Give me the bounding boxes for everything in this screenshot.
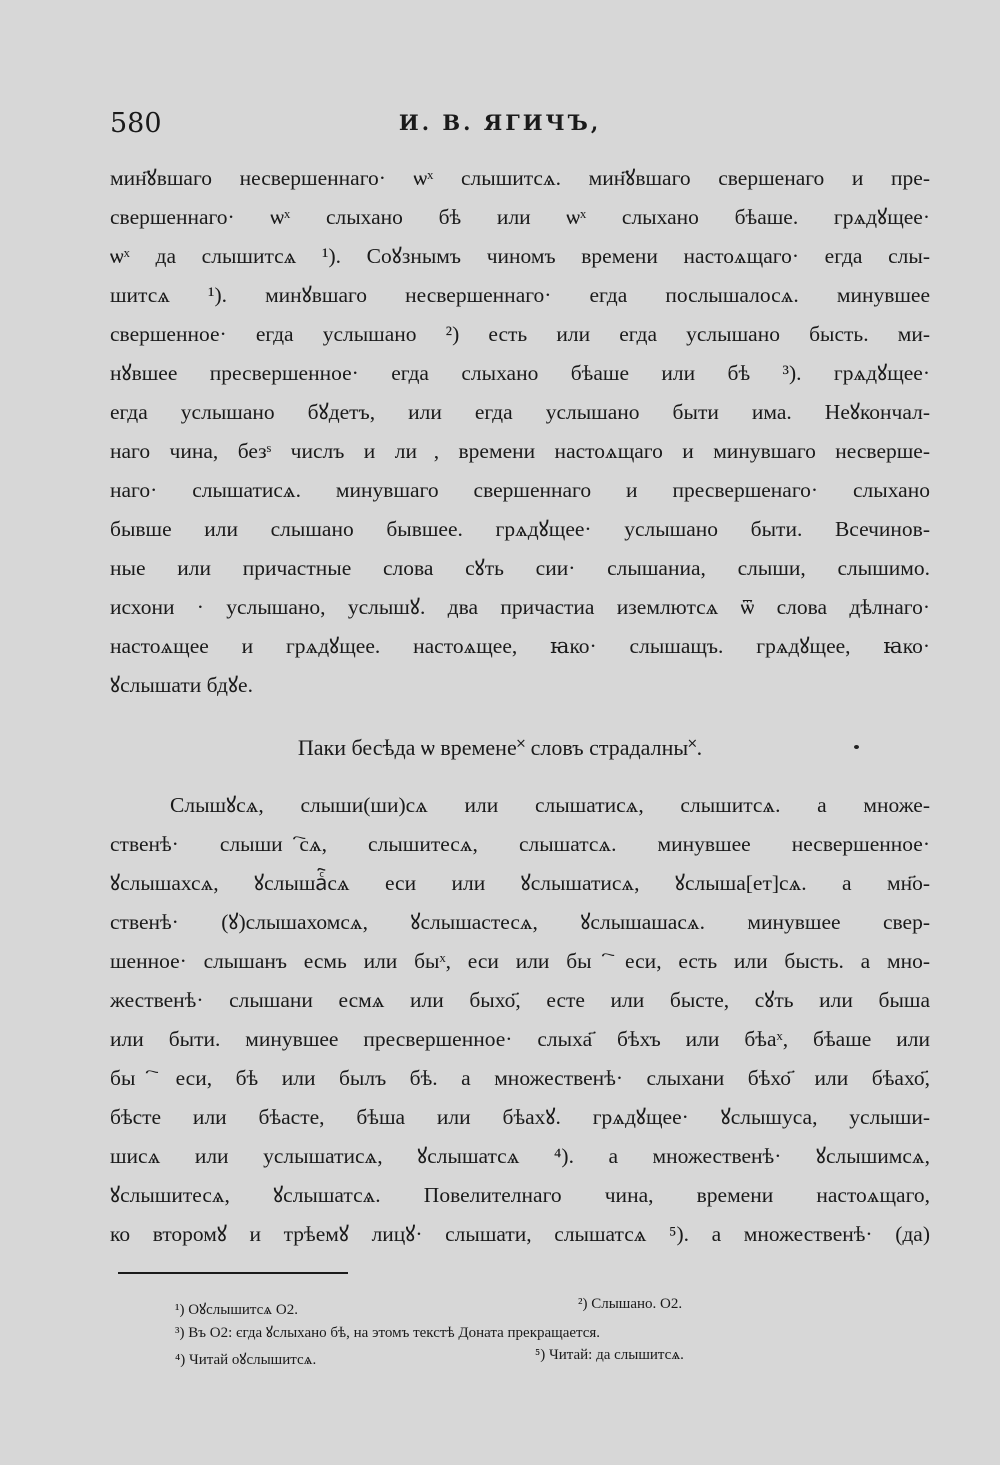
text-line: ко второмꙋ и трѣемꙋ лицꙋ· слышати, слышатсѧ ⁵). а множественѣ· (да) — [110, 1222, 930, 1246]
text-line: нꙋвшее пресвершенное· егда слыхано бѣаше или бѣ ³). грѧдꙋщее· — [110, 361, 930, 385]
text-line: свершенное· егда услышано ²) есть или егда услышано бысть. ми- — [110, 322, 930, 346]
text-line: исхони · услышано, услышꙋ. два причастиа иземлютсѧ ѿ слова дѣлнаго· — [110, 595, 930, 619]
text-line: настоѧщее и грѧдꙋщее. настоѧщее, ꙗко· слышащъ. грѧдꙋщее, ꙗко· — [110, 634, 930, 658]
text-line: шенное· слышанъ есмь или быˣ, еси или быⷭ҇ еси, есть или бысть. а мно- — [110, 949, 930, 973]
running-title: И. В. ЯГИЧЪ, — [398, 110, 602, 135]
text-line: жественѣ· слышани есмѧ или быхо҃, есте или бысте, сꙋть или быша — [110, 988, 930, 1012]
text-line: егда услышано бꙋдетъ, или егда услышано быти има. Неꙋкончал- — [110, 400, 930, 424]
text-line: ꙋслышати бдꙋе. — [110, 673, 253, 697]
footnote-rule — [118, 1272, 348, 1274]
text-line: ꙋслышитесѧ, ꙋслышатсѧ. Повелителнаго чина, времени настоѧщаго, — [110, 1183, 930, 1207]
text-line: свершеннаго· ѡˣ слыхано бѣ или ѡˣ слыхано бѣаше. грѧдꙋщее· — [110, 205, 930, 229]
footnote-3: ³) Въ О2: єгда ꙋслыхано бѣ, на этомъ текстѣ Доната прекращается. — [175, 1325, 601, 1341]
footnote-5: ⁵) Читай: да слышитсѧ. — [535, 1347, 684, 1363]
text-line: наго· слышатисѧ. минувшаго свершеннаго и пресвершенаго· слыхано — [110, 478, 930, 502]
text-line: ѡˣ да слышитсѧ ¹). Соꙋзнымъ чиномъ времени настоѧщаго· егда слы- — [110, 244, 930, 268]
footnote-1: ¹) Оꙋслышитсѧ О2. — [175, 1302, 298, 1318]
text-line: наго чина, безˢ числъ и лиⷰ, времени настоѧщаго и минувшаго несверше- — [110, 439, 930, 463]
text-line: мин҃ꙋвшаго несвершеннаго· ѡˣ слышитсѧ. мин҃ꙋвшаго свершенаго и пре- — [110, 166, 930, 190]
text-line: шитсѧ ¹). минꙋвшаго несвершеннаго· егда послышалосѧ. минувшее — [110, 283, 930, 307]
text-line: Слышꙋсѧ, слыши(ши)сѧ или слышатисѧ, слышитсѧ. а множе- — [170, 793, 930, 817]
text-line: ꙋслышахсѧ, ꙋслышаⷭ҇сѧ еси или ꙋслышатисѧ, ꙋслыша[ет]сѧ. а мн҃о- — [110, 871, 930, 895]
text-line: ные или причастные слова сꙋть сии· слышаниа, слыши, слышимо. — [110, 556, 930, 580]
section-heading: Паки бесѣда ѡ времене˟ словъ страдалны˟. — [297, 735, 703, 760]
text-line: бѣсте или бѣасте, бѣша или бѣахꙋ. грѧдꙋщее· ꙋслышуса, услыши- — [110, 1105, 930, 1129]
text-line: ственѣ· (ꙋ)слышахомсѧ, ꙋслышастесѧ, ꙋслышашасѧ. минувшее свер- — [110, 910, 930, 934]
text-line: бывше или слышано бывшее. грѧдꙋщее· услышано быти. Всечинов- — [110, 517, 930, 541]
text-line: или быти. минувшее пресвершенное· слыха҃ бѣхъ или бѣаˣ, бѣаше или — [110, 1027, 930, 1051]
footnote-2: ²) Слышано. О2. — [578, 1296, 683, 1312]
text-line: ственѣ· слышиⷭ҇сѧ, слышитесѧ, слышатсѧ. минувшее несвершенное· — [110, 832, 930, 856]
page-number: 580 — [110, 108, 162, 139]
text-line: шисѧ или услышатисѧ, ꙋслышатсѧ ⁴). а множественѣ· ꙋслышимсѧ, — [110, 1144, 930, 1168]
text-line: быⷭ҇ еси, бѣ или былъ бѣ. а множественѣ· слыхани бѣхо҃ или бѣахо҃, — [110, 1066, 930, 1090]
ink-speck — [854, 745, 859, 749]
footnote-4: ⁴) Читай оꙋслышитсѧ. — [175, 1352, 317, 1368]
